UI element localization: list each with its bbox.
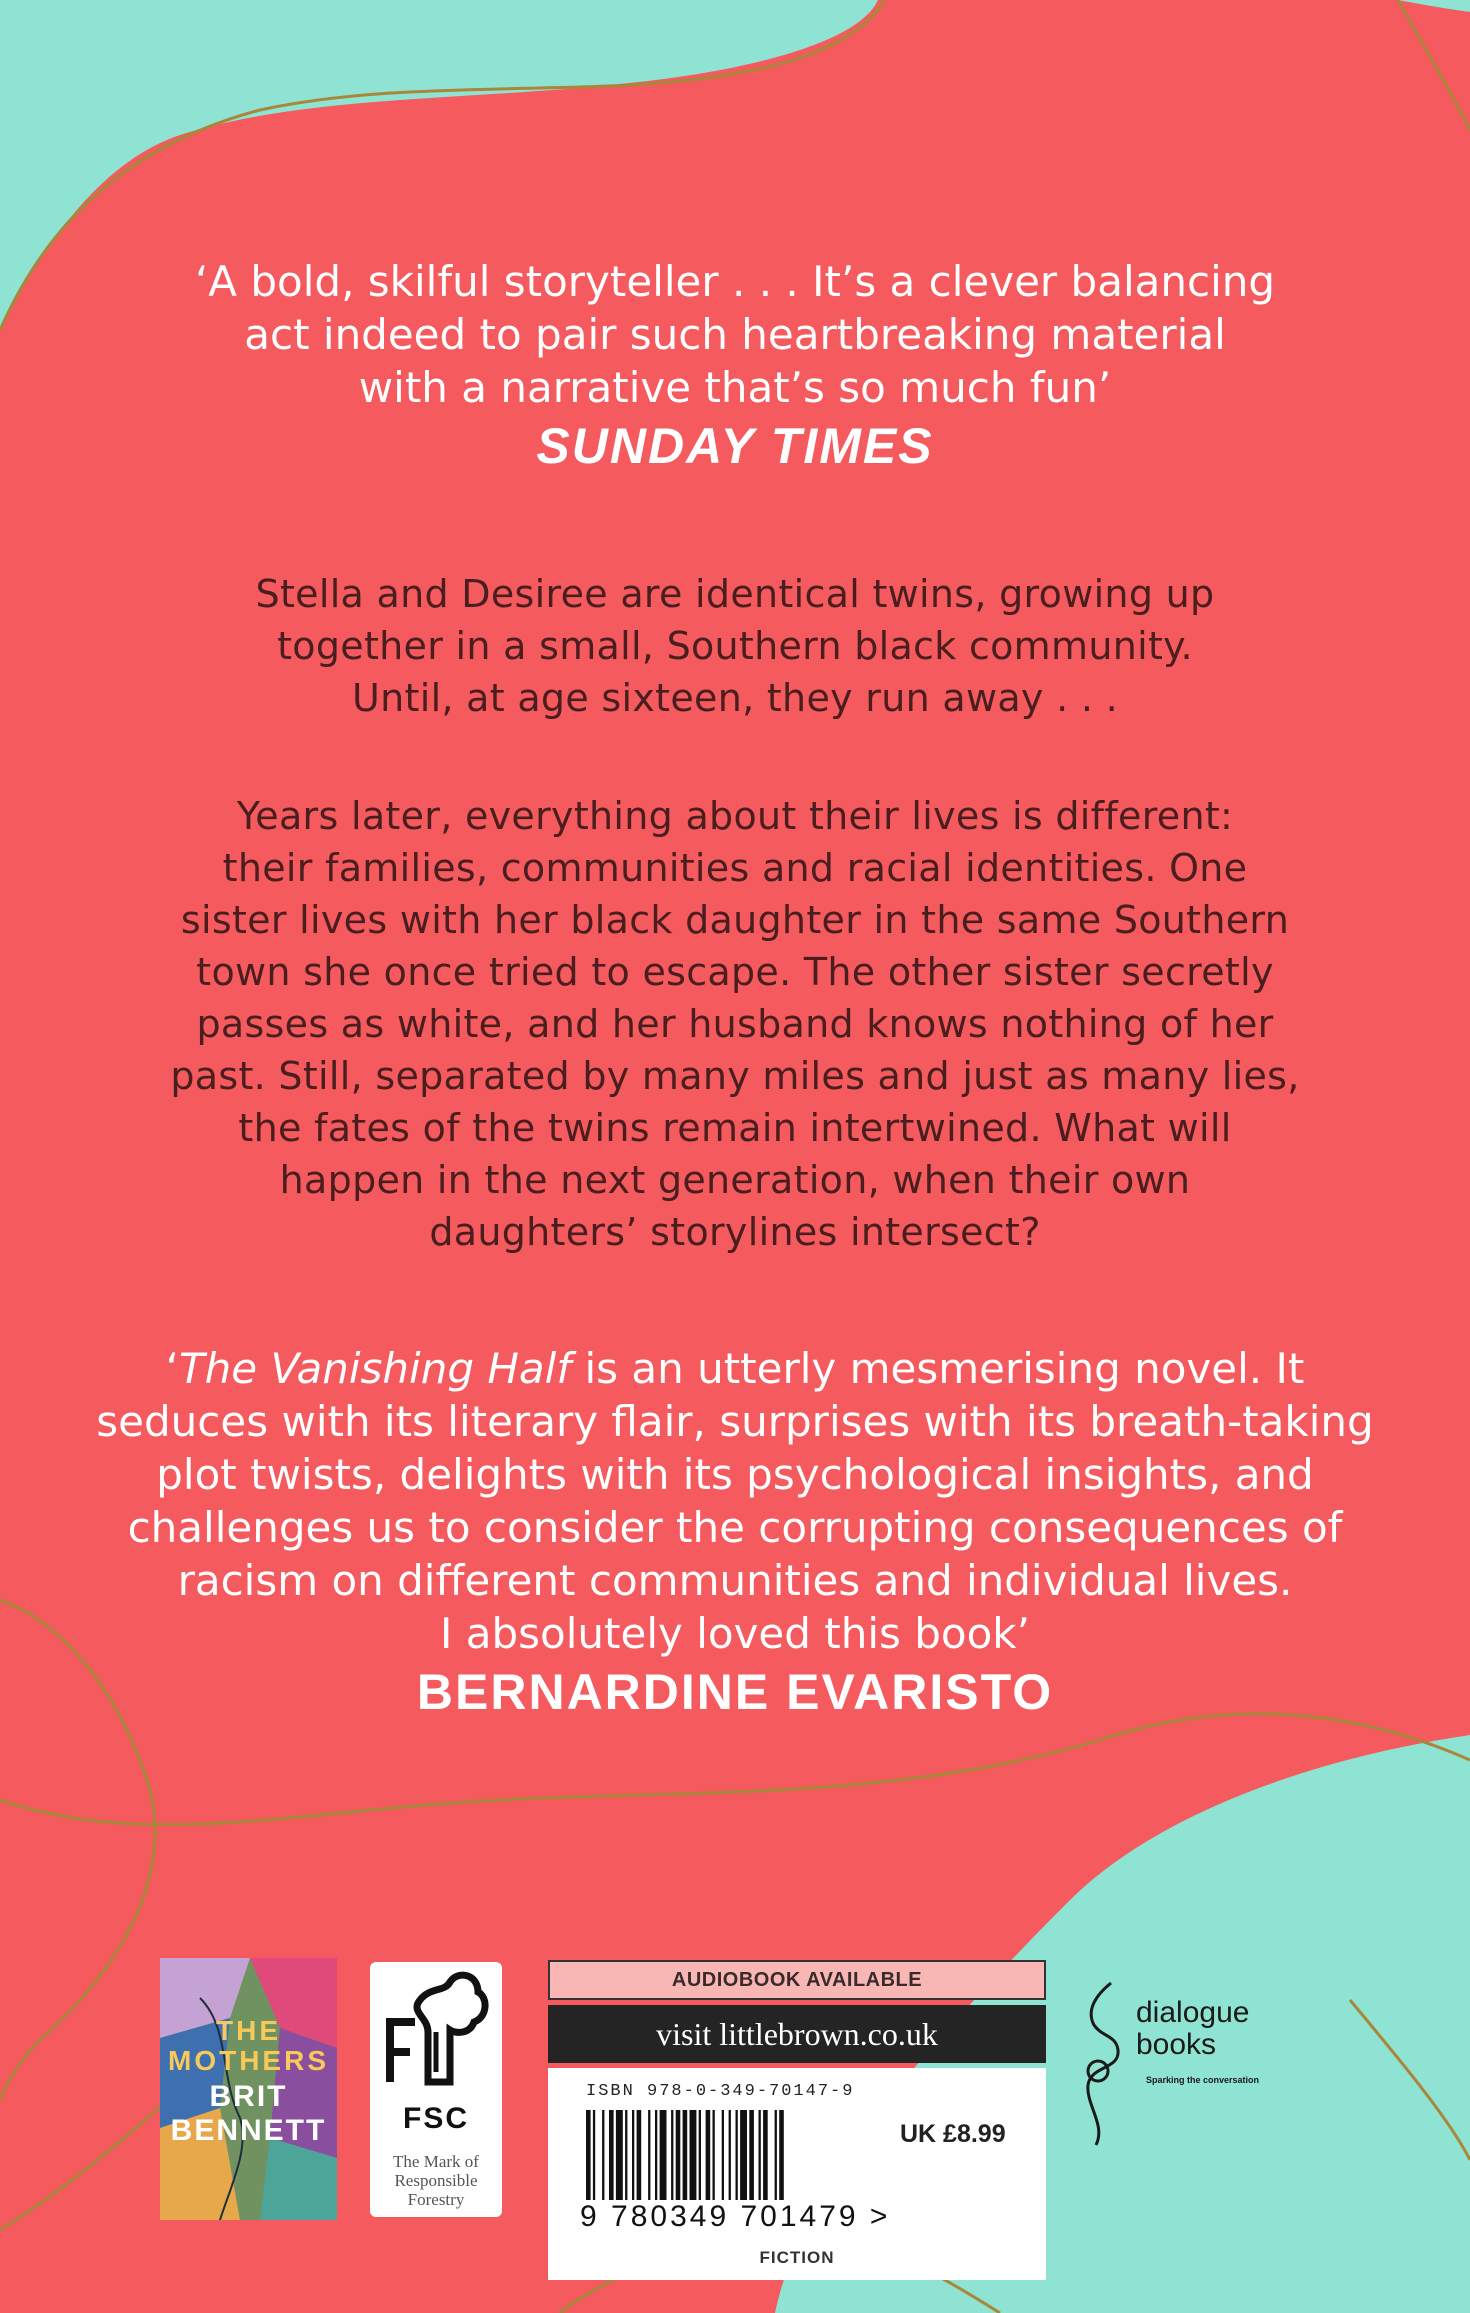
category-label: FICTION (759, 2248, 835, 2267)
dialogue-books-icon (1066, 1975, 1136, 2155)
quote2-line: I absolutely loved this book’ (440, 1609, 1030, 1658)
gold-line-right-1 (1398, 0, 1470, 130)
quote1-line: ‘A bold, skilful storyteller . . . It’s a clever balancing (194, 257, 1276, 306)
evaristo-quote (0, 1342, 1470, 1719)
description-line: Years later, everything about their lives is different: (236, 794, 1234, 838)
fsc-tagline-line: Forestry (407, 2190, 465, 2209)
mothers-author-line: BENNETT (170, 2114, 327, 2147)
dialogue-books-logo (1066, 1975, 1326, 2155)
description-line: Until, at age sixteen, they run away . . . (352, 676, 1118, 720)
fsc-tagline-line: The Mark of (393, 2152, 479, 2171)
the-mothers-book-thumbnail (160, 1958, 337, 2220)
quote2-first-line (0, 1342, 1470, 1395)
mothers-title-line: THE (216, 2015, 281, 2046)
fsc-logo (370, 1962, 502, 2217)
description-paragraph-2 (0, 790, 1470, 1258)
quote2-attribution: BERNARDINE EVARISTO (416, 1664, 1054, 1720)
mothers-author-line: BRIT (209, 2080, 288, 2113)
quote1-attribution: SUNDAY TIMES (536, 418, 934, 474)
description-line: past. Still, separated by many miles and just as many lies, (170, 1054, 1300, 1098)
description-line: happen in the next generation, when their own (279, 1158, 1191, 1202)
mint-shape-top-right (1398, 0, 1470, 12)
description-line: their families, communities and racial identities. One (222, 846, 1248, 890)
publisher-name-line: books (1136, 2028, 1217, 2061)
price-label: UK £8.99 (900, 2120, 1006, 2148)
quote2-book-title: The Vanishing Half (179, 1344, 572, 1393)
description-line: the fates of the twins remain intertwined. What will (238, 1106, 1232, 1150)
description-line: Stella and Desiree are identical twins, growing up (255, 572, 1215, 616)
description-line: sister lives with her black daughter in the same Southern (180, 898, 1290, 942)
dialogue-books-tagline: Sparking the conversation (1146, 2075, 1260, 2085)
audiobook-available-label: AUDIOBOOK AVAILABLE (548, 1960, 1046, 2000)
sunday-times-quote (0, 255, 1470, 473)
fsc-tree-icon (370, 1962, 502, 2102)
quote1-line: act indeed to pair such heartbreaking material (244, 310, 1226, 359)
description-paragraph-1 (0, 568, 1470, 724)
fsc-letters: FSC (403, 2102, 469, 2135)
quote2-first-line-rest: is an utterly mesmerising novel. It (571, 1344, 1305, 1393)
quote2-open-mark: ‘ (165, 1344, 179, 1393)
quote2-line: seduces with its literary flair, surprises with its breath-taking (96, 1397, 1374, 1446)
website-link[interactable]: visit littlebrown.co.uk (548, 2005, 1046, 2063)
mothers-title (160, 2016, 337, 2076)
quote2-line: racism on different communities and individual lives. (177, 1556, 1293, 1605)
fsc-tagline (370, 2152, 502, 2209)
publisher-name-line: dialogue (1136, 1996, 1250, 2029)
barcode-icon (584, 2110, 884, 2205)
quote1-line: with a narrative that’s so much fun’ (358, 363, 1112, 412)
fsc-tagline-line: Responsible (394, 2171, 478, 2190)
description-line: town she once tried to escape. The other sister secretly (196, 950, 1274, 994)
description-line: passes as white, and her husband knows nothing of her (196, 1002, 1274, 1046)
barcode-panel (548, 2068, 1046, 2280)
mothers-title-line: MOTHERS (168, 2045, 329, 2076)
dialogue-books-name (1136, 1997, 1249, 2061)
isbn-number: ISBN 978-0-349-70147-9 (586, 2082, 855, 2101)
mothers-author (160, 2080, 337, 2148)
barcode-digits: 9 780349 701479 > (580, 2200, 891, 2233)
quote2-line: challenges us to consider the corrupting consequences of (127, 1503, 1343, 1552)
quote2-line: plot twists, delights with its psychological insights, and (156, 1450, 1314, 1499)
description-line: daughters’ storylines intersect? (429, 1210, 1041, 1254)
description-line: together in a small, Southern black community. (277, 624, 1193, 668)
